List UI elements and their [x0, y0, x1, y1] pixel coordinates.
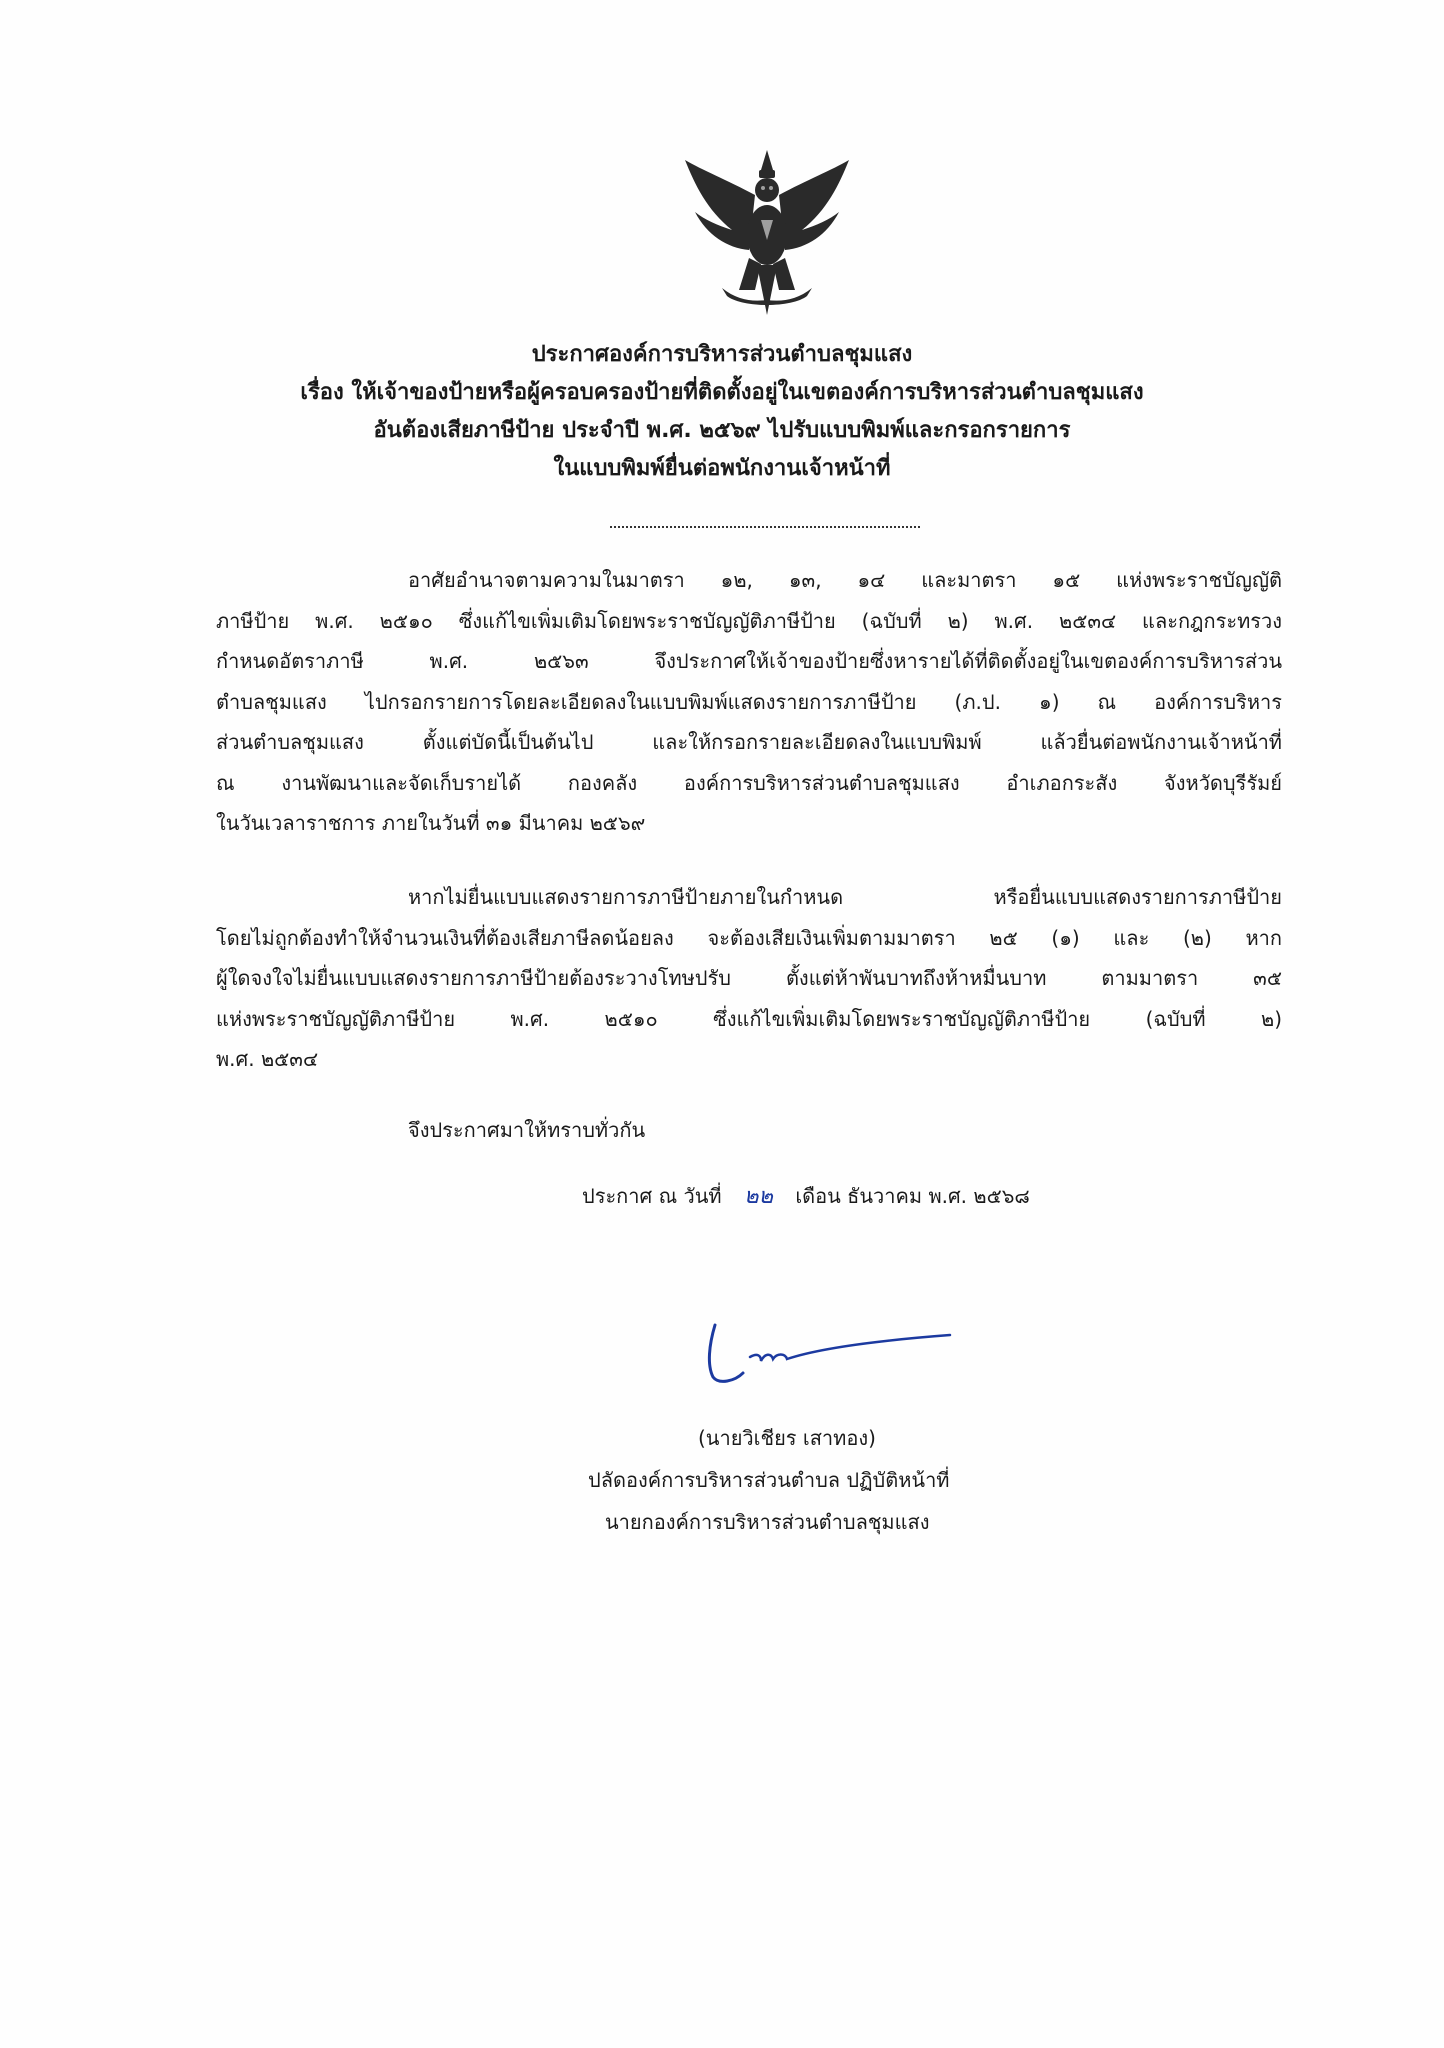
- announcement-heading: [150, 336, 1294, 488]
- body-paragraph-2: [216, 877, 1282, 1080]
- heading-line-3: อันต้องเสียภาษีป้าย ประจำปี พ.ศ. ๒๕๖๙ ไปรับแบบพิมพ์และกรอกรายการ: [373, 418, 1071, 443]
- paragraph-line: ภาษีป้าย พ.ศ. ๒๕๑๐ ซึ่งแก้ไขเพิ่มเติมโดยพระราชบัญญัติภาษีป้าย (ฉบับที่ ๒) พ.ศ. ๒๕๓๔ และกฎกระทรวง: [216, 608, 1282, 633]
- signer-position-2: นายกองค์การบริหารส่วนตำบลชุมแสง: [605, 1510, 930, 1534]
- date-day-handwritten: ๒๒: [743, 1184, 773, 1209]
- paragraph-line: ส่วนตำบลชุมแสง ตั้งแต่บัดนี้เป็นต้นไป และให้กรอกรายละเอียดลงในแบบพิมพ์ แล้วยื่นต่อพนักงานเจ้าหน้าที่: [216, 730, 1282, 754]
- paragraph-line: พ.ศ. ๒๕๓๔: [216, 1047, 319, 1071]
- date-prefix: ประกาศ ณ วันที่: [582, 1184, 722, 1208]
- closing-statement: จึงประกาศมาให้ทราบทั่วกัน: [408, 1118, 646, 1142]
- announcement-date: [582, 1176, 1030, 1217]
- signer-name: (นายวิเชียร เสาทอง): [698, 1426, 876, 1450]
- heading-line-4: ในแบบพิมพ์ยื่นต่อพนักงานเจ้าหน้าที่: [553, 456, 891, 481]
- paragraph-line: ตำบลชุมแสง ไปกรอกรายการโดยละเอียดลงในแบบพิมพ์แสดงรายการภาษีป้าย (ภ.ป. ๑) ณ องค์การบริหาร: [216, 689, 1282, 714]
- paragraph-line: แห่งพระราชบัญญัติภาษีป้าย พ.ศ. ๒๕๑๐ ซึ่งแก้ไขเพิ่มเติมโดยพระราชบัญญัติภาษีป้าย (ฉบับที่ ๒): [216, 1006, 1282, 1031]
- heading-line-2: เรื่อง ให้เจ้าของป้ายหรือผู้ครอบครองป้ายที่ติดตั้งอยู่ในเขตองค์การบริหารส่วนตำบลชุมแสง: [300, 380, 1144, 405]
- body-paragraph-1: [216, 560, 1282, 844]
- signer-position-1: ปลัดองค์การบริหารส่วนตำบล ปฏิบัติหน้าที่: [588, 1468, 950, 1492]
- date-suffix: เดือน ธันวาคม พ.ศ. ๒๕๖๘: [795, 1184, 1030, 1208]
- paragraph-line: อาศัยอำนาจตามความในมาตรา ๑๒, ๑๓, ๑๔ และมาตรา ๑๕ แห่งพระราชบัญญัติ: [408, 568, 1282, 592]
- paragraph-line: หากไม่ยื่นแบบแสดงรายการภาษีป้ายภายในกำหนด หรือยื่นแบบแสดงรายการภาษีป้าย: [408, 885, 1282, 909]
- handwritten-signature: [695, 1295, 965, 1405]
- paragraph-line: ในวันเวลาราชการ ภายในวันที่ ๓๑ มีนาคม ๒๕๖๙: [216, 811, 646, 835]
- paragraph-line: กำหนดอัตราภาษี พ.ศ. ๒๕๖๓ จึงประกาศให้เจ้าของป้ายซึ่งหารายได้ที่ติดตั้งอยู่ในเขตองค์การบริหารส่วน: [216, 649, 1282, 673]
- heading-line-1: ประกาศองค์การบริหารส่วนตำบลชุมแสง: [531, 342, 913, 367]
- heading-divider: [610, 520, 920, 528]
- garuda-emblem-icon: [677, 140, 857, 320]
- paragraph-line: ผู้ใดจงใจไม่ยื่นแบบแสดงรายการภาษีป้ายต้องระวางโทษปรับ ตั้งแต่ห้าพันบาทถึงห้าหมื่นบาท ตามมาตรา ๓๕: [216, 966, 1282, 990]
- paragraph-line: โดยไม่ถูกต้องทำให้จำนวนเงินที่ต้องเสียภาษีลดน้อยลง จะต้องเสียเงินเพิ่มตามมาตรา ๒๕ (๑) และ (๒) หาก: [216, 925, 1282, 950]
- paragraph-line: ณ งานพัฒนาและจัดเก็บรายได้ กองคลัง องค์การบริหารส่วนตำบลชุมแสง อำเภอกระสัง จังหวัดบุรีรัมย์: [216, 770, 1282, 795]
